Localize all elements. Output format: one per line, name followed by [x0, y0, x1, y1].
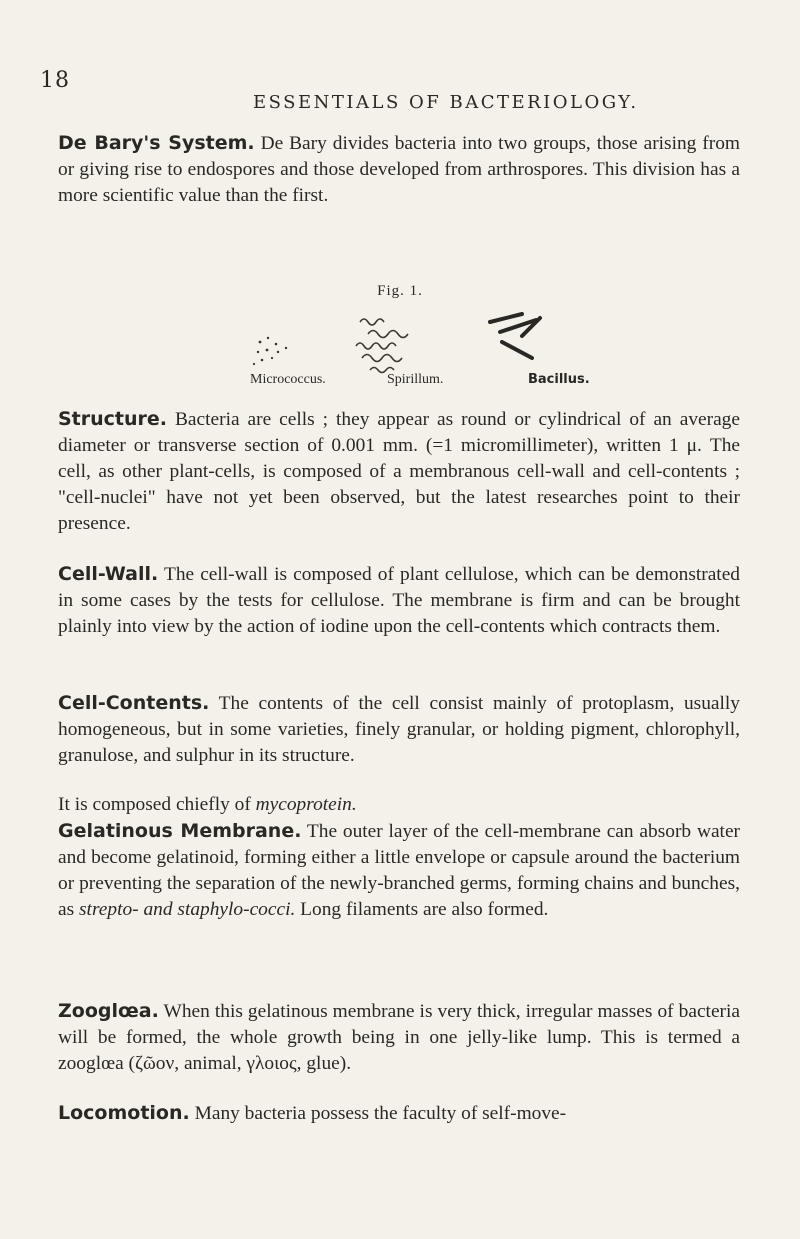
caption-micrococcus: Micrococcus.: [250, 372, 326, 387]
cellcontents-paragraph-2: [58, 792, 740, 818]
debary-text: De Bary divides bacteria into two groups, those arising from or giving rise to endospores and those developed from arthrospores. This division has a more scientific value than the first.: [58, 133, 740, 206]
mycoprotein-term: mycoprotein.: [255, 794, 357, 815]
debary-paragraph: [58, 130, 740, 209]
bacteria-figure: [240, 300, 560, 380]
locomotion-text: Many bacteria possess the faculty of self-move-: [194, 1103, 567, 1124]
running-head: ESSENTIALS OF BACTERIOLOGY.: [253, 92, 639, 113]
cellwall-text: The cell-wall is composed of plant cellulose, which can be demonstrated in some cases by the tests for cellulose. The membrane is firm and can be brought plainly into view by the action of iodine upon the cell-contents which contracts them.: [58, 564, 740, 637]
gelatinous-heading: Gelatinous Membrane.: [58, 820, 302, 842]
cellwall-paragraph: [58, 561, 740, 640]
structure-paragraph: [58, 406, 740, 537]
zoogloea-paragraph: [58, 998, 740, 1077]
caption-spirillum: Spirillum.: [387, 372, 444, 387]
caption-bacillus: Bacillus.: [528, 372, 590, 387]
cellcontents-paragraph: [58, 690, 740, 769]
cellcontents-text2-before: It is composed chiefly of: [58, 794, 256, 815]
cellcontents-text: The contents of the cell consist mainly of protoplasm, usually homogeneous, but in some varieties, finely granular, or holding pigment, chlorophyll, granulose, and sulphur in its structure.: [58, 693, 740, 766]
gelatinous-text-before: The outer layer of the cell-membrane can absorb water and become gelatinoid, forming either a little envelope or capsule around the bacterium or preventing the separation of the newly-branched germs, forming chains and bunches, as: [58, 821, 741, 920]
cellcontents-heading: Cell-Contents.: [58, 692, 210, 714]
page-number: 18: [40, 68, 70, 93]
gelatinous-italic: strepto- and staphylo-cocci.: [79, 899, 296, 920]
gelatinous-paragraph: [58, 818, 740, 923]
zoogloea-heading: Zooglœa.: [58, 1000, 159, 1022]
micrococcus-illustration: [253, 337, 287, 365]
structure-heading: Structure.: [58, 408, 168, 430]
gelatinous-text-after: Long filaments are also formed.: [295, 899, 549, 920]
cellwall-heading: Cell-Wall.: [58, 563, 159, 585]
debary-heading: De Bary's System.: [58, 132, 255, 154]
locomotion-heading: Locomotion.: [58, 1102, 190, 1124]
spirillum-illustration: [356, 319, 408, 373]
structure-text: Bacteria are cells ; they appear as round or cylindrical of an average diameter or transverse section of 0.001 mm. (=1 micromillimeter), written 1 μ. The cell, as other plant-cells, is composed of a membranous cell-wall and cell-contents ; "cell-nuclei" have not yet been observed, but the latest researches point to their presence.: [58, 409, 740, 534]
locomotion-paragraph: [58, 1100, 740, 1127]
zoogloea-text: When this gelatinous membrane is very thick, irregular masses of bacteria will be formed, the whole growth being in one jelly-like lump. This is termed a zooglœa (ζῶον, animal, γλοιος, glue).: [58, 1001, 741, 1074]
figure-label: Fig. 1.: [377, 283, 423, 299]
bacillus-illustration: [490, 314, 540, 358]
